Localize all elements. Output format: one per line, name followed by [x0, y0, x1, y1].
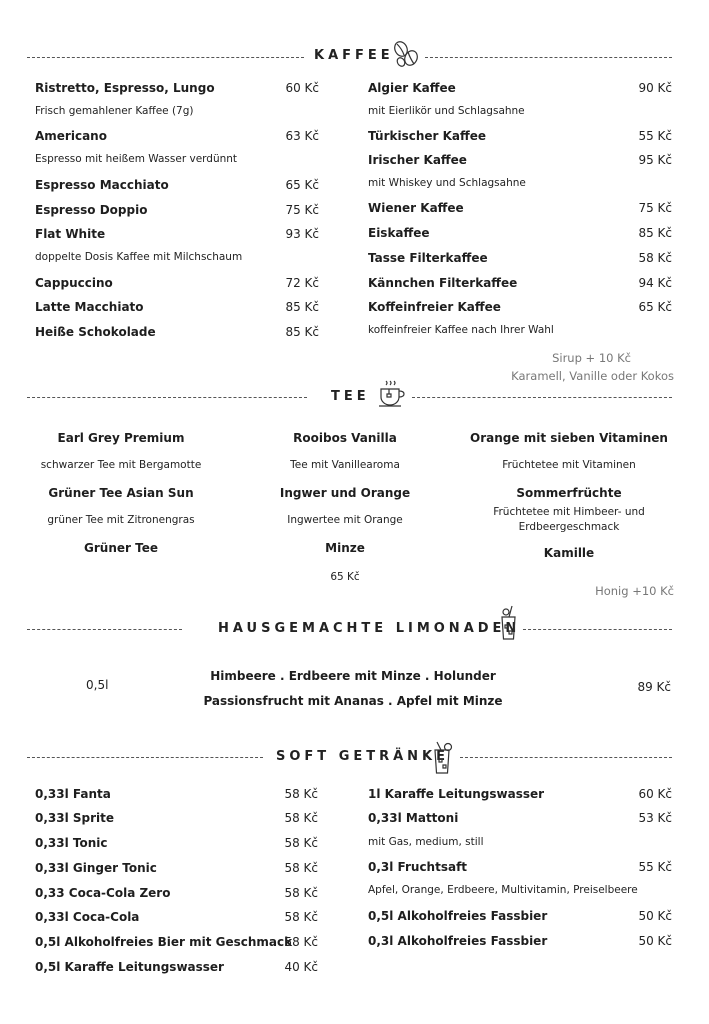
menu-item-name: Flat White	[35, 227, 106, 241]
limo-size: 0,5l	[86, 678, 109, 692]
menu-item-price: 65 Kč	[638, 300, 672, 314]
menu-item-description: mit Gas, medium, still	[368, 836, 484, 848]
section-title-kaffee: KAFFEE	[314, 48, 394, 63]
tea-name: Grüner Tee Asian Sun	[48, 486, 194, 500]
soft-drink-glass-icon	[432, 741, 454, 775]
sirup-options: Karamell, Vanille oder Kokos	[511, 369, 674, 383]
limo-flavors-line2: Passionsfrucht mit Ananas . Apfel mit Minze	[203, 694, 503, 708]
menu-item-price: 93 Kč	[285, 227, 319, 241]
menu-item-name: Americano	[35, 129, 107, 143]
menu-item-price: 55 Kč	[638, 129, 672, 143]
menu-item-name: 0,5l Alkoholfreies Fassbier	[368, 909, 548, 923]
tee-price: 65 Kč	[330, 571, 360, 583]
lemonade-glass-icon	[498, 605, 518, 641]
menu-item-price: 58 Kč	[284, 836, 318, 850]
menu-item-name: 1l Karaffe Leitungswasser	[368, 787, 545, 801]
menu-item-description: Espresso mit heißem Wasser verdünnt	[35, 153, 238, 165]
tea-name: Earl Grey Premium	[57, 431, 185, 445]
tea-description: Früchtetee mit Vitaminen	[502, 459, 636, 471]
tea-description: schwarzer Tee mit Bergamotte	[40, 459, 202, 471]
menu-item-price: 58 Kč	[284, 861, 318, 875]
menu-item-name: Irischer Kaffee	[368, 153, 467, 167]
tea-description: Erdbeergeschmack	[518, 521, 620, 533]
menu-item-name: 0,33l Tonic	[35, 836, 108, 850]
section-title-limonaden: HAUSGEMACHTE LIMONADEN	[218, 621, 521, 636]
menu-item-price: 75 Kč	[638, 201, 672, 215]
tea-name: Grüner Tee	[84, 541, 158, 555]
menu-item-name: Cappuccino	[35, 276, 113, 290]
menu-item-price: 75 Kč	[285, 203, 319, 217]
menu-item-description: mit Whiskey und Schlagsahne	[368, 177, 526, 189]
tea-description: Tee mit Vanillearoma	[290, 459, 400, 471]
menu-item-description: doppelte Dosis Kaffee mit Milchschaum	[35, 251, 243, 263]
menu-item-name: 0,33l Fanta	[35, 787, 111, 801]
menu-item-price: 60 Kč	[638, 787, 672, 801]
tea-name: Sommerfrüchte	[516, 486, 622, 500]
menu-item-price: 94 Kč	[638, 276, 672, 290]
menu-item-price: 95 Kč	[638, 153, 672, 167]
menu-item-name: Algier Kaffee	[368, 81, 456, 95]
divider-line	[27, 57, 304, 58]
menu-item-price: 40 Kč	[284, 960, 318, 974]
menu-item-price: 85 Kč	[638, 226, 672, 240]
menu-item-description: mit Eierlikör und Schlagsahne	[368, 105, 525, 117]
honig-note: Honig +10 Kč	[595, 584, 674, 598]
menu-item-name: 0,33l Mattoni	[368, 811, 459, 825]
menu-item-price: 60 Kč	[285, 81, 319, 95]
menu-item-name: 0,5l Karaffe Leitungswasser	[35, 960, 224, 974]
menu-item-name: Tasse Filterkaffee	[368, 251, 488, 265]
menu-item-price: 58 Kč	[284, 910, 318, 924]
menu-item-description: Apfel, Orange, Erdbeere, Multivitamin, Preiselbeere	[368, 884, 638, 896]
tea-cup-icon	[377, 380, 407, 408]
menu-item-name: 0,5l Alkoholfreies Bier mit Geschmack	[35, 935, 293, 949]
menu-item-name: Eiskaffee	[368, 226, 430, 240]
menu-item-name: 0,33l Ginger Tonic	[35, 861, 157, 875]
tea-description: Ingwertee mit Orange	[287, 514, 403, 526]
menu-item-price: 90 Kč	[638, 81, 672, 95]
divider-line	[27, 397, 307, 398]
menu-item-price: 55 Kč	[638, 860, 672, 874]
menu-item-price: 53 Kč	[638, 811, 672, 825]
menu-item-price: 65 Kč	[285, 178, 319, 192]
menu-item-name: Ristretto, Espresso, Lungo	[35, 81, 215, 95]
tea-name: Kamille	[543, 546, 595, 560]
menu-item-name: 0,3l Fruchtsaft	[368, 860, 468, 874]
menu-item-price: 58 Kč	[284, 886, 318, 900]
coffee-beans-icon	[393, 40, 419, 68]
menu-item-name: 0,3l Alkoholfreies Fassbier	[368, 934, 548, 948]
menu-item-price: 58 Kč	[284, 935, 318, 949]
divider-line	[27, 629, 182, 630]
sirup-note: Sirup + 10 Kč	[552, 351, 631, 365]
divider-line	[523, 629, 672, 630]
tea-description: grüner Tee mit Zitronengras	[47, 514, 195, 526]
tea-description: Früchtetee mit Himbeer- und	[493, 506, 645, 518]
menu-item-price: 72 Kč	[285, 276, 319, 290]
menu-item-name: Heiße Schokolade	[35, 325, 156, 339]
menu-item-name: 0,33l Coca-Cola	[35, 910, 140, 924]
menu-item-name: Latte Macchiato	[35, 300, 144, 314]
divider-line	[27, 757, 263, 758]
menu-item-price: 63 Kč	[285, 129, 319, 143]
tea-name: Rooibos Vanilla	[293, 431, 397, 445]
tea-name: Ingwer und Orange	[279, 486, 411, 500]
divider-line	[460, 757, 672, 758]
section-title-tee: TEE	[331, 389, 370, 404]
menu-item-price: 58 Kč	[284, 811, 318, 825]
menu-item-price: 85 Kč	[285, 325, 319, 339]
menu-item-description: koffeinfreier Kaffee nach Ihrer Wahl	[368, 324, 554, 336]
menu-item-name: 0,33 Coca-Cola Zero	[35, 886, 171, 900]
menu-item-price: 85 Kč	[285, 300, 319, 314]
menu-item-name: Kännchen Filterkaffee	[368, 276, 518, 290]
divider-line	[425, 57, 672, 58]
section-title-soft: SOFT GETRÄNKE	[276, 749, 450, 764]
menu-item-name: Türkischer Kaffee	[368, 129, 487, 143]
menu-item-name: Espresso Doppio	[35, 203, 148, 217]
menu-item-description: Frisch gemahlener Kaffee (7g)	[35, 105, 194, 117]
tea-name: Minze	[325, 541, 365, 555]
menu-item-price: 58 Kč	[284, 787, 318, 801]
menu-item-name: Espresso Macchiato	[35, 178, 169, 192]
menu-item-price: 50 Kč	[638, 934, 672, 948]
menu-item-price: 58 Kč	[638, 251, 672, 265]
limo-flavors-line1: Himbeere . Erdbeere mit Minze . Holunder	[210, 669, 496, 683]
menu-item-name: Wiener Kaffee	[368, 201, 464, 215]
menu-item-name: Koffeinfreier Kaffee	[368, 300, 501, 314]
limo-price: 89 Kč	[637, 680, 671, 694]
menu-item-name: 0,33l Sprite	[35, 811, 115, 825]
tea-name: Orange mit sieben Vitaminen	[470, 431, 668, 445]
menu-item-price: 50 Kč	[638, 909, 672, 923]
divider-line	[412, 397, 672, 398]
